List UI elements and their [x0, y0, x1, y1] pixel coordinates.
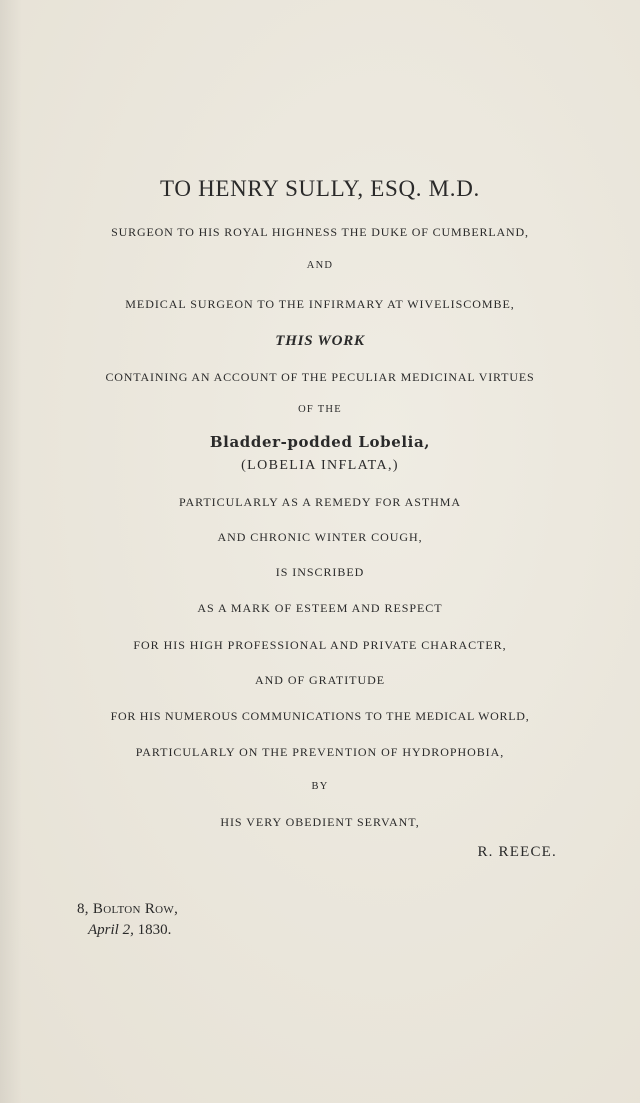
dedication-line-character: FOR HIS HIGH PROFESSIONAL AND PRIVATE CHARACTER,: [133, 638, 507, 652]
dedication-line-by: BY: [311, 781, 329, 792]
date-month-day: April 2,: [88, 922, 134, 938]
address-number: 8,: [77, 901, 89, 917]
address-street-name: Bolton Row,: [92, 901, 179, 917]
dedication-line-containing: CONTAINING AN ACCOUNT OF THE PECULIAR MEDICINAL VIRTUES: [105, 370, 535, 384]
address-date: [88, 922, 171, 939]
dedication-line-of-the: OF THE: [298, 404, 342, 415]
dedication-title: TO HENRY SULLY, ESQ. M.D.: [160, 176, 480, 201]
dedication-line-gratitude: AND OF GRATITUDE: [254, 673, 386, 687]
dedication-line-lobelia-inflata: (LOBELIA INFLATA,): [241, 458, 399, 473]
dedication-line-and-1: AND: [306, 260, 334, 271]
dedication-line-inscribed: IS INSCRIBED: [275, 565, 365, 579]
dedication-line-cough: AND CHRONIC WINTER COUGH,: [217, 530, 423, 544]
dedication-line-servant: HIS VERY OBEDIENT SERVANT,: [220, 815, 420, 829]
dedication-line-esteem: AS A MARK OF ESTEEM AND RESPECT: [197, 601, 443, 615]
address-street: [77, 901, 178, 918]
dedication-line-surgeon: SURGEON TO HIS ROYAL HIGHNESS THE DUKE OF CUMBERLAND,: [111, 225, 529, 239]
signature: R. REECE.: [477, 844, 557, 860]
date-year: 1830.: [137, 922, 172, 938]
dedication-line-this-work: THIS WORK: [275, 333, 365, 349]
dedication-line-asthma: PARTICULARLY AS A REMEDY FOR ASTHMA: [178, 495, 462, 509]
dedication-line-lobelia-blackletter: Bladder-podded Lobelia,: [209, 433, 431, 451]
dedication-line-hydrophobia: PARTICULARLY ON THE PREVENTION OF HYDROPHOBIA,: [135, 745, 505, 759]
dedication-line-communications: FOR HIS NUMEROUS COMMUNICATIONS TO THE MEDICAL WORLD,: [110, 709, 530, 723]
dedication-line-medical-surgeon: MEDICAL SURGEON TO THE INFIRMARY AT WIVELISCOMBE,: [125, 297, 515, 311]
